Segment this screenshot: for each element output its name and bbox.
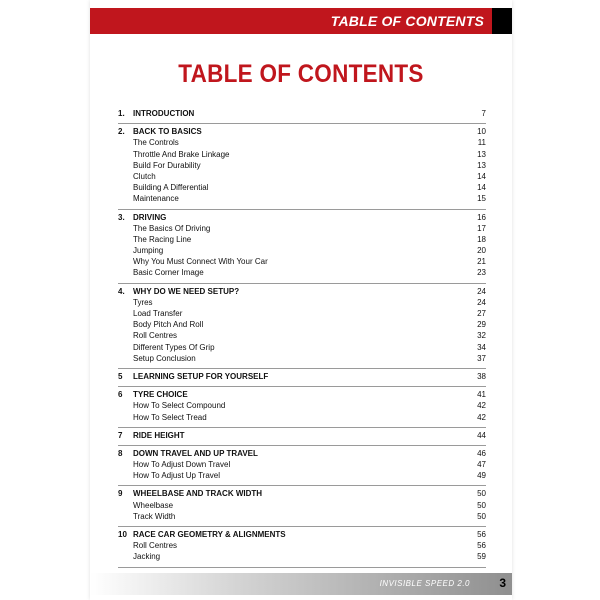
- toc-section-heading[interactable]: [118, 430, 486, 441]
- toc-entry-title: How To Adjust Down Travel: [133, 460, 231, 470]
- toc-entry-title: How To Select Tread: [133, 412, 207, 422]
- toc-section-number: 2.: [118, 127, 125, 137]
- toc-entry[interactable]: [118, 353, 486, 364]
- toc-entry-title: Body Pitch And Roll: [133, 320, 204, 330]
- toc-entry[interactable]: [118, 308, 486, 319]
- toc-entry[interactable]: [118, 297, 486, 308]
- table-of-contents: [118, 106, 486, 568]
- toc-section-number: 5: [118, 371, 123, 381]
- toc-entry[interactable]: [118, 459, 486, 470]
- toc-entry[interactable]: [118, 137, 486, 148]
- toc-section-number: 4.: [118, 286, 125, 296]
- toc-page-number: 41: [477, 390, 486, 400]
- toc-entry[interactable]: [118, 245, 486, 256]
- toc-section-heading[interactable]: [118, 529, 486, 540]
- header-corner-block: [492, 8, 512, 34]
- toc-entry[interactable]: [118, 500, 486, 511]
- toc-section-title: DRIVING: [133, 212, 167, 222]
- toc-page-number: 32: [477, 331, 486, 341]
- toc-page-number: 20: [477, 246, 486, 256]
- toc-entry-title: Load Transfer: [133, 309, 183, 318]
- toc-page-number: 56: [477, 530, 486, 539]
- footer-band: [90, 573, 512, 595]
- toc-section: [118, 387, 486, 428]
- toc-section-number: 1.: [118, 109, 125, 118]
- toc-page-number: 11: [477, 138, 486, 148]
- toc-page-number: 46: [477, 448, 486, 458]
- toc-page-number: 37: [477, 353, 486, 363]
- toc-page-number: 42: [477, 412, 486, 422]
- toc-page-number: 10: [477, 127, 486, 137]
- toc-section-heading[interactable]: [118, 371, 486, 382]
- toc-page-number: 13: [477, 149, 486, 159]
- toc-page-number: 56: [477, 541, 486, 551]
- footer-page-number: 3: [499, 576, 506, 590]
- toc-entry-title: Building A Differential: [133, 183, 209, 193]
- toc-page-number: 24: [477, 286, 486, 296]
- toc-entry-title: Clutch: [133, 171, 156, 181]
- toc-page-number: 24: [477, 297, 486, 307]
- toc-section: [118, 106, 486, 124]
- toc-section: [118, 446, 486, 487]
- toc-entry-title: How To Adjust Up Travel: [133, 471, 221, 481]
- toc-entry-title: Setup Conclusion: [133, 353, 196, 363]
- toc-entry[interactable]: [118, 223, 486, 234]
- toc-entry[interactable]: [118, 256, 486, 267]
- toc-page-number: 7: [481, 109, 486, 118]
- toc-entry-title: Why You Must Connect With Your Car: [133, 257, 268, 267]
- toc-entry-title: The Racing Line: [133, 234, 192, 244]
- toc-page-number: 50: [477, 511, 486, 521]
- toc-entry-title: How To Select Compound: [133, 401, 226, 411]
- toc-entry[interactable]: [118, 267, 486, 278]
- toc-section-heading[interactable]: [118, 389, 486, 400]
- toc-page-number: 16: [477, 212, 486, 222]
- toc-section: [118, 486, 486, 527]
- toc-page-number: 50: [477, 489, 486, 499]
- toc-page-number: 59: [477, 552, 486, 562]
- toc-section-title: RACE CAR GEOMETRY & ALIGNMENTS: [133, 530, 286, 539]
- toc-page-number: 14: [477, 183, 486, 193]
- toc-page-number: 21: [477, 257, 486, 267]
- toc-section-number: 7: [118, 430, 123, 440]
- toc-entry-title: Basic Corner Image: [133, 268, 204, 278]
- toc-entry-title: Build For Durability: [133, 160, 201, 170]
- toc-entry[interactable]: [118, 182, 486, 193]
- toc-page-number: 13: [477, 160, 486, 170]
- toc-entry[interactable]: [118, 470, 486, 481]
- toc-section: [118, 124, 486, 209]
- toc-entry-title: The Controls: [133, 138, 179, 148]
- toc-entry-title: Jacking: [133, 552, 161, 562]
- toc-page-number: 27: [477, 309, 486, 318]
- toc-entry-title: Tyres: [133, 297, 153, 307]
- toc-entry[interactable]: [118, 193, 486, 204]
- toc-section-title: TYRE CHOICE: [133, 390, 188, 400]
- toc-section: [118, 428, 486, 446]
- toc-entry[interactable]: [118, 551, 486, 562]
- toc-entry-title: Wheelbase: [133, 500, 174, 510]
- toc-page-number: 17: [477, 223, 486, 233]
- header-title: TABLE OF CONTENTS: [330, 13, 484, 29]
- toc-page-number: 29: [477, 320, 486, 330]
- page-title: TABLE OF CONTENTS: [178, 60, 424, 88]
- toc-entry[interactable]: [118, 330, 486, 341]
- toc-section-title: LEARNING SETUP FOR YOURSELF: [133, 371, 269, 381]
- toc-entry-title: Track Width: [133, 511, 176, 521]
- toc-section-number: 3.: [118, 212, 125, 222]
- toc-section-number: 8: [118, 448, 123, 458]
- toc-section-number: 9: [118, 489, 123, 499]
- toc-entry[interactable]: [118, 342, 486, 353]
- toc-section-title: BACK TO BASICS: [133, 127, 202, 137]
- toc-entry[interactable]: [118, 319, 486, 330]
- toc-section: [118, 369, 486, 387]
- header-band: [90, 8, 512, 34]
- toc-section-title: INTRODUCTION: [133, 109, 195, 118]
- toc-section-heading[interactable]: [118, 212, 486, 223]
- toc-entry-title: Roll Centres: [133, 331, 178, 341]
- toc-section-title: WHY DO WE NEED SETUP?: [133, 286, 240, 296]
- toc-page-number: 49: [477, 471, 486, 481]
- document-page: [90, 0, 512, 600]
- toc-section: [118, 284, 486, 369]
- toc-entry[interactable]: [118, 171, 486, 182]
- toc-section-title: RIDE HEIGHT: [133, 430, 185, 440]
- toc-section-heading[interactable]: [118, 108, 486, 119]
- toc-entry-title: Throttle And Brake Linkage: [133, 149, 230, 159]
- toc-section-heading[interactable]: [118, 126, 486, 137]
- toc-page-number: 14: [477, 171, 486, 181]
- toc-entry-title: The Basics Of Driving: [133, 223, 211, 233]
- toc-section-title: DOWN TRAVEL AND UP TRAVEL: [133, 448, 258, 458]
- toc-page-number: 38: [477, 371, 486, 381]
- toc-section-title: WHEELBASE AND TRACK WIDTH: [133, 489, 263, 499]
- toc-page-number: 50: [477, 500, 486, 510]
- toc-entry[interactable]: [118, 412, 486, 423]
- toc-page-number: 47: [477, 460, 486, 470]
- toc-entry[interactable]: [118, 511, 486, 522]
- toc-section-heading[interactable]: [118, 488, 486, 499]
- toc-entry[interactable]: [118, 234, 486, 245]
- toc-page-number: 34: [477, 342, 486, 352]
- toc-page-number: 44: [477, 430, 486, 440]
- toc-entry-title: Jumping: [133, 246, 164, 256]
- toc-page-number: 18: [477, 234, 486, 244]
- toc-entry[interactable]: [118, 400, 486, 411]
- toc-section: [118, 210, 486, 284]
- toc-entry[interactable]: [118, 160, 486, 171]
- toc-section-heading[interactable]: [118, 286, 486, 297]
- toc-page-number: 42: [477, 401, 486, 411]
- toc-entry[interactable]: [118, 149, 486, 160]
- toc-section-heading[interactable]: [118, 448, 486, 459]
- toc-section-number: 10: [118, 530, 127, 539]
- toc-section: [118, 527, 486, 568]
- toc-section-number: 6: [118, 390, 123, 400]
- toc-entry[interactable]: [118, 540, 486, 551]
- toc-page-number: 23: [477, 268, 486, 278]
- toc-page-number: 15: [477, 194, 486, 204]
- footer-book-title: INVISIBLE SPEED 2.0: [379, 579, 470, 588]
- toc-entry-title: Roll Centres: [133, 541, 178, 551]
- toc-entry-title: Different Types Of Grip: [133, 342, 215, 352]
- toc-entry-title: Maintenance: [133, 194, 179, 204]
